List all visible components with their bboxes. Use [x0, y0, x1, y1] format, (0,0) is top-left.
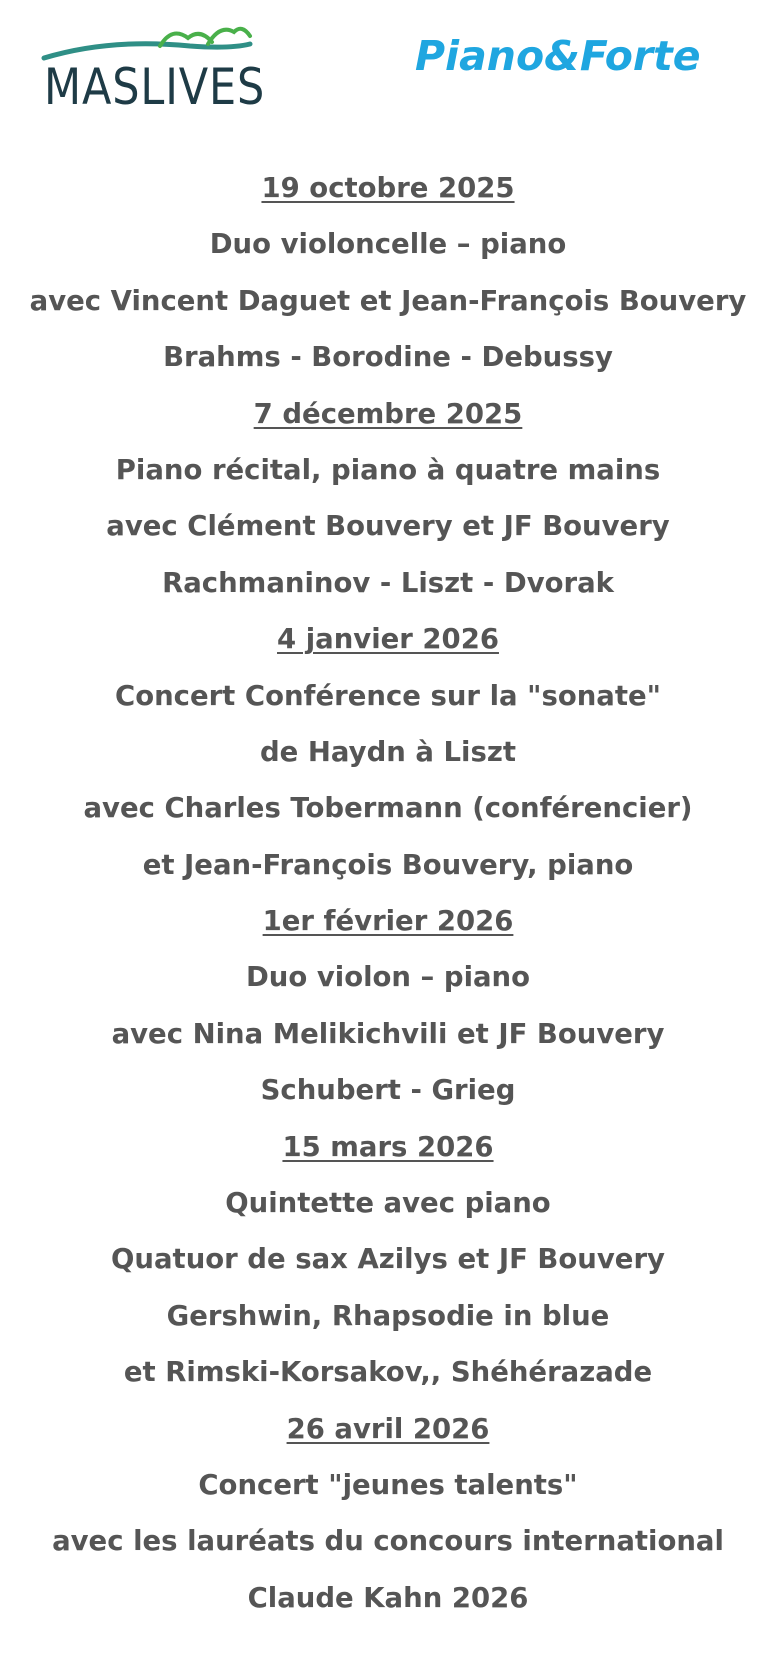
concert-date: 15 mars 2026	[282, 1130, 494, 1163]
concert-performers: Quatuor de sax Azilys et JF Bouvery	[111, 1243, 665, 1276]
concert-title: Duo violon – piano	[245, 961, 531, 994]
concert-composers: Gershwin, Rhapsodie in blue	[166, 1299, 610, 1332]
concert-title: Concert "jeunes talents"	[198, 1468, 578, 1501]
concert-composers: Schubert - Grieg	[260, 1074, 516, 1107]
concert-composers: Brahms - Borodine - Debussy	[163, 341, 613, 374]
brand-title: Piano&Forte	[415, 32, 701, 80]
concert-performers: avec Vincent Daguet et Jean-François Bouvery	[29, 284, 747, 317]
concert-performers: avec Nina Melikichvili et JF Bouvery	[111, 1017, 665, 1050]
concert-performers: avec les lauréats du concours international	[52, 1525, 724, 1558]
concert-program	[0, 160, 776, 1626]
page-header	[0, 0, 776, 120]
logo-text: MASLIVES	[44, 58, 266, 116]
concert-performers: Claude Kahn 2026	[247, 1581, 529, 1614]
concert-date: 26 avril 2026	[286, 1412, 490, 1445]
maslives-logo	[40, 22, 270, 116]
concert-composers: et Rimski-Korsakov,, Shéhérazade	[123, 1356, 653, 1389]
concert-title: Quintette avec piano	[225, 1187, 551, 1220]
concert-title: Concert Conférence sur la "sonate"	[115, 679, 661, 712]
concert-subtitle: de Haydn à Liszt	[260, 735, 516, 768]
concert-date: 1er février 2026	[262, 905, 514, 938]
concert-title: Piano récital, piano à quatre mains	[115, 453, 661, 486]
concert-performers: avec Clément Bouvery et JF Bouvery	[106, 510, 670, 543]
concert-composers: Rachmaninov - Liszt - Dvorak	[162, 566, 614, 599]
concert-date: 4 janvier 2026	[277, 623, 499, 656]
concert-date: 7 décembre 2025	[253, 397, 523, 430]
concert-title: Duo violoncelle – piano	[209, 228, 567, 261]
concert-performers: et Jean-François Bouvery, piano	[142, 848, 634, 881]
concert-date: 19 octobre 2025	[261, 172, 515, 204]
concert-performers: avec Charles Tobermann (conférencier)	[83, 792, 693, 825]
